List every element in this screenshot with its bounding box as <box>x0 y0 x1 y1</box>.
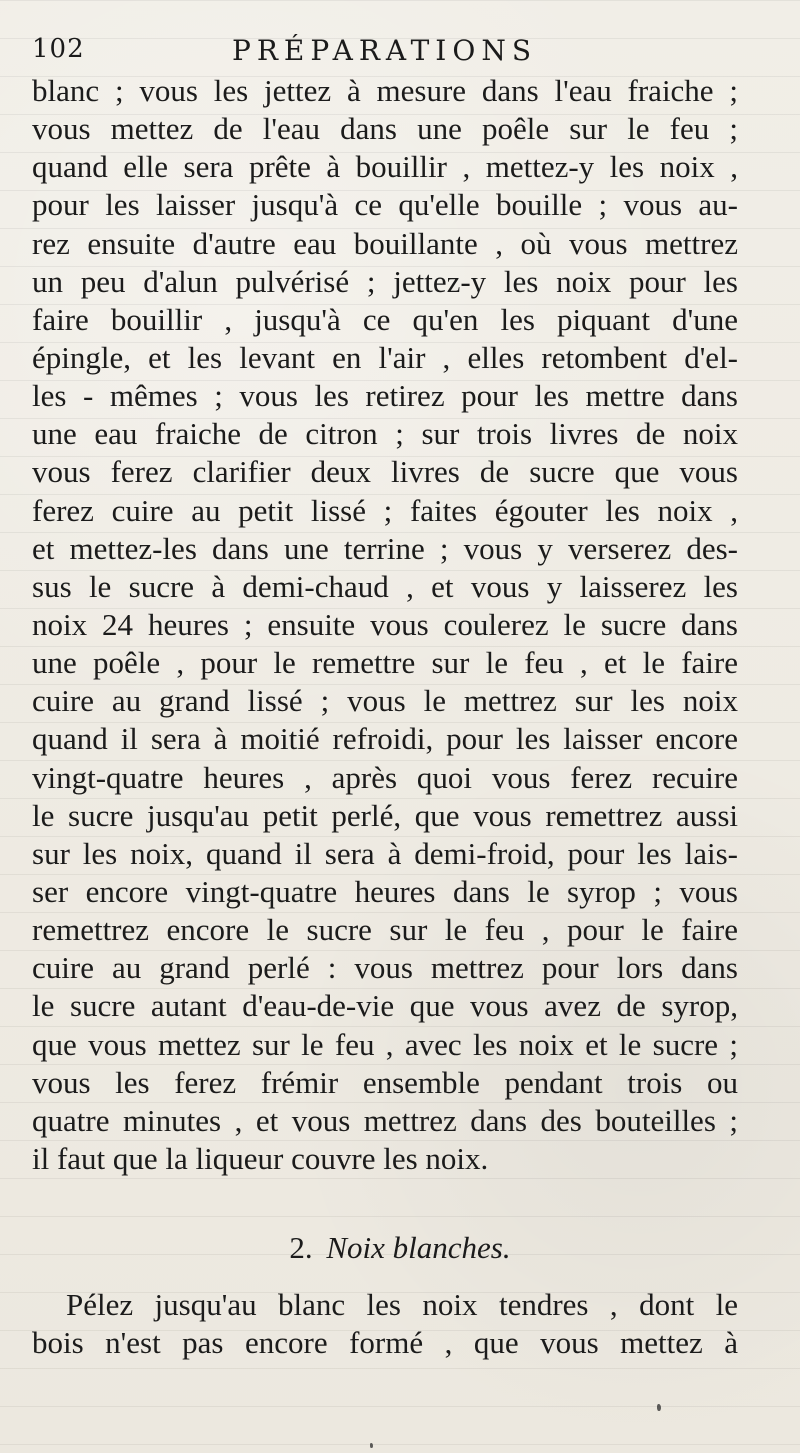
main-text-block <box>32 72 738 1178</box>
text-line: les - mêmes ; vous les retirez pour les mettre dans <box>32 378 738 414</box>
text-line: sur les noix, quand il sera à demi-froid, pour les lais- <box>32 835 738 871</box>
text-line: que vous mettez sur le feu , avec les noix et le sucre ; <box>32 1026 738 1062</box>
text-line: quatre minutes , et vous mettrez dans des bouteilles ; <box>32 1102 738 1138</box>
text-line: vingt-quatre heures , après quoi vous ferez recuire <box>32 759 738 795</box>
running-head: PRÉPARATIONS <box>232 34 537 67</box>
text-line: faire bouillir , jusqu'à ce qu'en les piquant d'une <box>32 301 738 337</box>
section-heading <box>0 1230 800 1266</box>
text-line: vous les ferez frémir ensemble pendant trois ou <box>32 1064 738 1100</box>
page-number: 102 <box>32 34 85 64</box>
page-header <box>32 34 760 67</box>
text-line: quand elle sera prête à bouillir , mettez-y les noix , <box>32 149 738 185</box>
ink-speck <box>370 1443 373 1448</box>
text-line: blanc ; vous les jettez à mesure dans l'eau fraiche ; <box>32 73 738 108</box>
text-line: le sucre autant d'eau-de-vie que vous avez de syrop, <box>32 988 738 1024</box>
text-line: cuire au grand lissé ; vous le mettrez sur les noix <box>32 683 738 719</box>
text-line: quand il sera à moitié refroidi, pour les laisser encore <box>32 721 738 757</box>
text-line: il faut que la liqueur couvre les noix. <box>32 1140 489 1176</box>
text-line: une eau fraiche de citron ; sur trois livres de noix <box>32 416 738 452</box>
section-title: Noix blanches. <box>326 1230 511 1265</box>
text-line: bois n'est pas encore formé , que vous mettez à <box>32 1325 738 1361</box>
text-line: épingle, et les levant en l'air , elles retombent d'el- <box>32 339 738 375</box>
text-line: ferez cuire au petit lissé ; faites égouter les noix , <box>32 492 738 528</box>
text-line: sus le sucre à demi-chaud , et vous y laisserez les <box>32 568 738 604</box>
text-line: Pélez jusqu'au blanc les noix tendres , dont le <box>66 1287 738 1322</box>
text-line: un peu d'alun pulvérisé ; jettez-y les noix pour les <box>32 263 738 299</box>
text-line: ser encore vingt-quatre heures dans le syrop ; vous <box>32 873 738 909</box>
text-line: une poêle , pour le remettre sur le feu , et le faire <box>32 645 738 681</box>
text-line: remettrez encore le sucre sur le feu , pour le faire <box>32 912 738 948</box>
text-line: cuire au grand perlé : vous mettrez pour lors dans <box>32 950 738 986</box>
section-number: 2. <box>289 1230 313 1265</box>
text-line: et mettez-les dans une terrine ; vous y verserez des- <box>32 530 738 566</box>
text-line: vous ferez clarifier deux livres de sucre que vous <box>32 454 738 490</box>
text-line: vous mettez de l'eau dans une poêle sur le feu ; <box>32 111 738 147</box>
text-line: rez ensuite d'autre eau bouillante , où vous mettrez <box>32 225 738 261</box>
text-line: le sucre jusqu'au petit perlé, que vous remettrez aussi <box>32 797 738 833</box>
ink-speck <box>657 1404 661 1411</box>
text-line: pour les laisser jusqu'à ce qu'elle bouille ; vous au- <box>32 187 738 223</box>
text-line: noix 24 heures ; ensuite vous coulerez le sucre dans <box>32 606 738 642</box>
section-text-block <box>32 1286 738 1362</box>
